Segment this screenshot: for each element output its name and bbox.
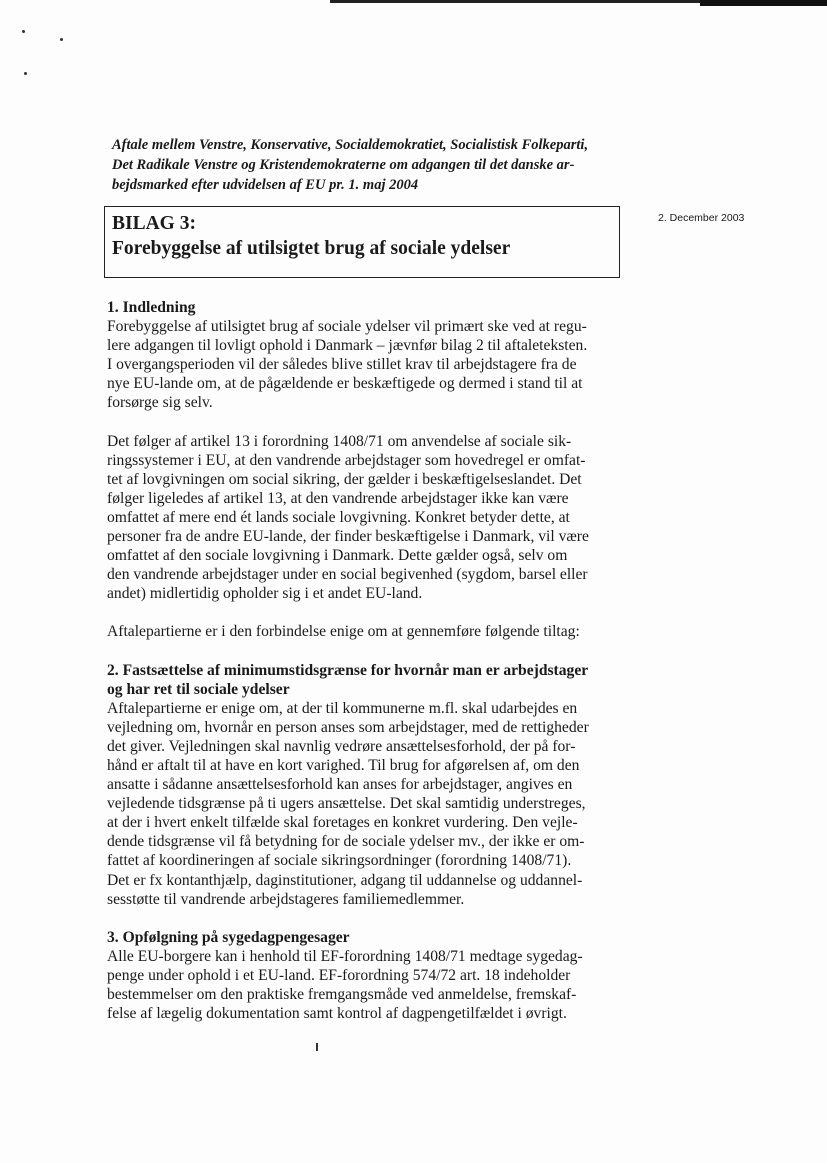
scan-speck (22, 30, 25, 33)
bilag-subtitle: Forebyggelse af utilsigtet brug af sociale ydelser (112, 238, 511, 259)
bilag-title: BILAG 3: (112, 213, 196, 234)
agreement-intro (112, 135, 632, 195)
scan-speck (24, 72, 27, 75)
scan-top-edge (700, 0, 827, 6)
section-sygedagpenge (107, 928, 617, 1023)
section-indledning (107, 298, 617, 642)
paragraph: Aftalepartierne er i den forbindelse enige om at gennemføre følgende tiltag: (107, 623, 580, 641)
paragraph: Forebyggelse af utilsigtet brug af sociale ydelser vil primært ske ved at regu- lere adgangen til lovligt ophold i Danmark – jævnfør bilag 2 til aftaleteksten. I overgangsperioden vil der således blive stillet krav til arbejdstagere fra de nye EU-lande om, at de pågældende er beskæftigede og dermed i stand til at forsørge sig selv. (107, 318, 588, 412)
document-body (107, 298, 617, 1023)
section-heading: 3. Opfølgning på sygedagpengesager (107, 928, 350, 946)
page-mark (316, 1043, 318, 1051)
intro-text: Aftale mellem Venstre, Konservative, Socialdemokratiet, Socialistisk Folkeparti, Det Radikale Venstre og Kristendemokraterne om adgangen til det danske ar- bejdsmarked efter udvidelsen af EU pr. 1. maj 2004 (112, 137, 589, 193)
section-heading: 1. Indledning (107, 299, 196, 316)
document-date: 2. December 2003 (658, 212, 745, 224)
paragraph: Alle EU-borgere kan i henhold til EF-forordning 1408/71 medtage sygedag- penge under ophold i et EU-land. EF-forordning 574/72 art. 18 indeholder bestemmelser om den praktiske fremgangsmåde ved anmeldelse, fremskaf- felse af lægelig dokumentation samt kontrol af dagpengetilfældet i øvrigt. (107, 947, 583, 1023)
section-fastsaettelse (107, 661, 617, 909)
paragraph: Aftalepartierne er enige om, at der til kommunerne m.fl. skal udarbejdes en vejledning om, hvornår en person anses som arbejdstager, med de rettigheder det giver. Vejledningen skal navnlig vedrøre ansættelsesforhold, der på for- hånd er aftalt til at have en kort varighed. Til brug for afgørelsen af, om den ansatte i sådanne ansættelsesforhold kan anses for arbejdstager, angives en vejledende tidsgrænse på ti ugers ansættelse. Det skal samtidig understreges, at der i hvert enkelt tilfælde skal foretages en konkret vurdering. Den vejle- dende tidsgrænse vil få betydning for de sociale ydelser mv., der ikke er om- fattet af koordineringen af sociale sikringsordninger (forordning 1408/71). Det er fx kontanthjælp, daginstitutioner, adgang til uddannelse og uddannel- sesstøtte til vandrende arbejdstageres familiemedlemmer. (107, 699, 589, 908)
scan-speck (60, 38, 63, 41)
section-heading: 2. Fastsættelse af minimumstidsgrænse for hvornår man er arbejdstager og har ret til sociale ydelser (107, 661, 589, 698)
bilag-box (104, 206, 620, 278)
paragraph: Det følger af artikel 13 i forordning 1408/71 om anvendelse af sociale sik- ringssystemer i EU, at den vandrende arbejdstager som hovedregel er omfat- tet af lovgivningen om social sikring, der gælder i beskæftigelseslandet. Det følger ligeledes af artikel 13, at den vandrende arbejdstager ikke kan være omfattet af mere end ét lands sociale lovgivning. Konkret betyder dette, at personer fra de andre EU-lande, der finder beskæftigelse i Danmark, vil være omfattet af den sociale lovgivning i Danmark. Dette gælder også, selv om den vandrende arbejdstager under en social begivenhed (sygdom, barsel eller andet) midlertidig opholder sig i et andet EU-land. (107, 432, 589, 603)
